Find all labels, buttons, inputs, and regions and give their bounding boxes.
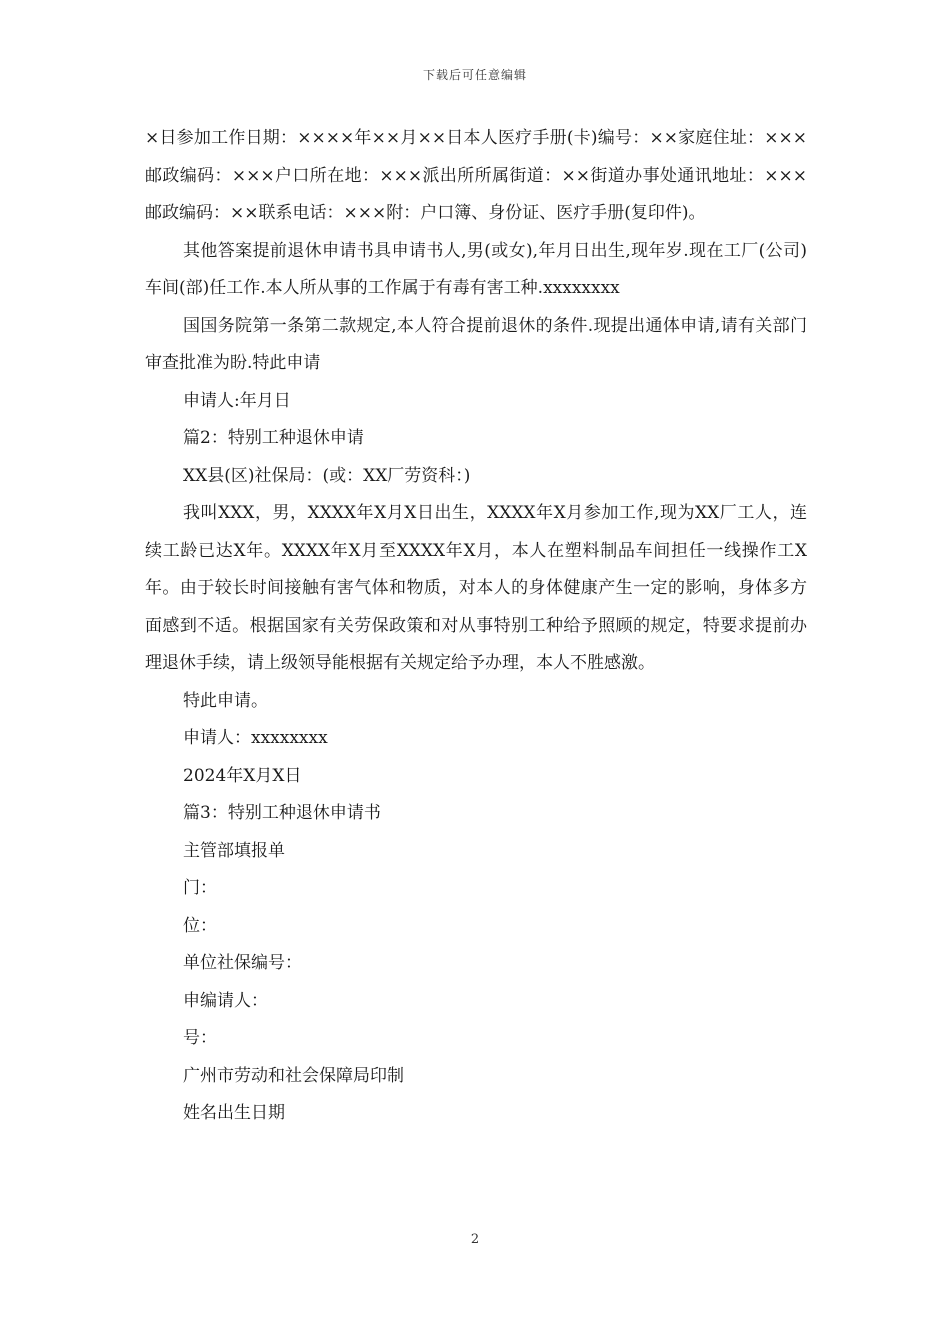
paragraph-addressee: XX县(区)社保局：(或：XX厂劳资科：)	[183, 465, 471, 486]
form-line-printer: 广州市劳动和社会保障局印制	[183, 1065, 404, 1086]
page-header: 下载后可任意编辑	[422, 68, 527, 82]
form-line-social-security-number: 单位社保编号：	[183, 953, 302, 973]
paragraph-early-retirement-template: 其他答案提前退休申请书具申请书人,男(或女),年月日出生,现年岁.现在工厂(公司)车间(部)任工作.本人所从事的工作属于有毒有害工种.xxxxxxxx	[145, 240, 807, 298]
page-number: 2	[470, 1232, 480, 1247]
section-heading-part-2: 篇2：特别工种退休申请	[183, 428, 364, 448]
paragraph-applicant-name: 申请人：xxxxxxxx	[183, 728, 328, 748]
form-line-position: 位：	[183, 915, 217, 936]
form-line-door: 门：	[183, 878, 217, 898]
form-line-department: 主管部填报单	[183, 840, 285, 861]
paragraph-application-body: 我叫XXX，男，XXXX年X月X日出生，XXXX年X月参加工作,现为XX厂工人，连续工龄已达X年。XXXX年X月至XXXX年X月，本人在塑料制品车间担任一线操作工X年。由于较长时间接触有害气体和物质，对本人的身体健康产生一定的影响，身体多方面感到不适。根据国家有关劳保政策和对从事特别工种给予照顾的规定，特要求提前办理退休手续，请上级领导能根据有关规定给予办理，本人不胜感激。	[145, 503, 807, 673]
form-line-applicant: 申编请人：	[183, 990, 268, 1011]
form-line-number: 号：	[183, 1028, 217, 1048]
paragraph-date: 2024年X月X日	[183, 765, 302, 786]
paragraph-closing: 特此申请。	[183, 690, 268, 711]
paragraph-personal-info: ×日参加工作日期：××××年××月××日本人医疗手册(卡)编号：××家庭住址：×××邮政编码：×××户口所在地：×××派出所所属街道：××街道办事处通讯地址：×××邮政编码：××联系电话：×××附：户口簿、身份证、医疗手册(复印件)。	[145, 128, 807, 223]
form-line-name-birthdate: 姓名出生日期	[183, 1103, 285, 1123]
paragraph-applicant-date: 申请人:年月日	[183, 390, 291, 411]
paragraph-state-council-rule: 国国务院第一条第二款规定,本人符合提前退休的条件.现提出通体申请,请有关部门审查批准为盼.特此申请	[145, 315, 807, 373]
section-heading-part-3: 篇3：特别工种退休申请书	[183, 803, 381, 823]
document-body	[145, 120, 807, 1133]
